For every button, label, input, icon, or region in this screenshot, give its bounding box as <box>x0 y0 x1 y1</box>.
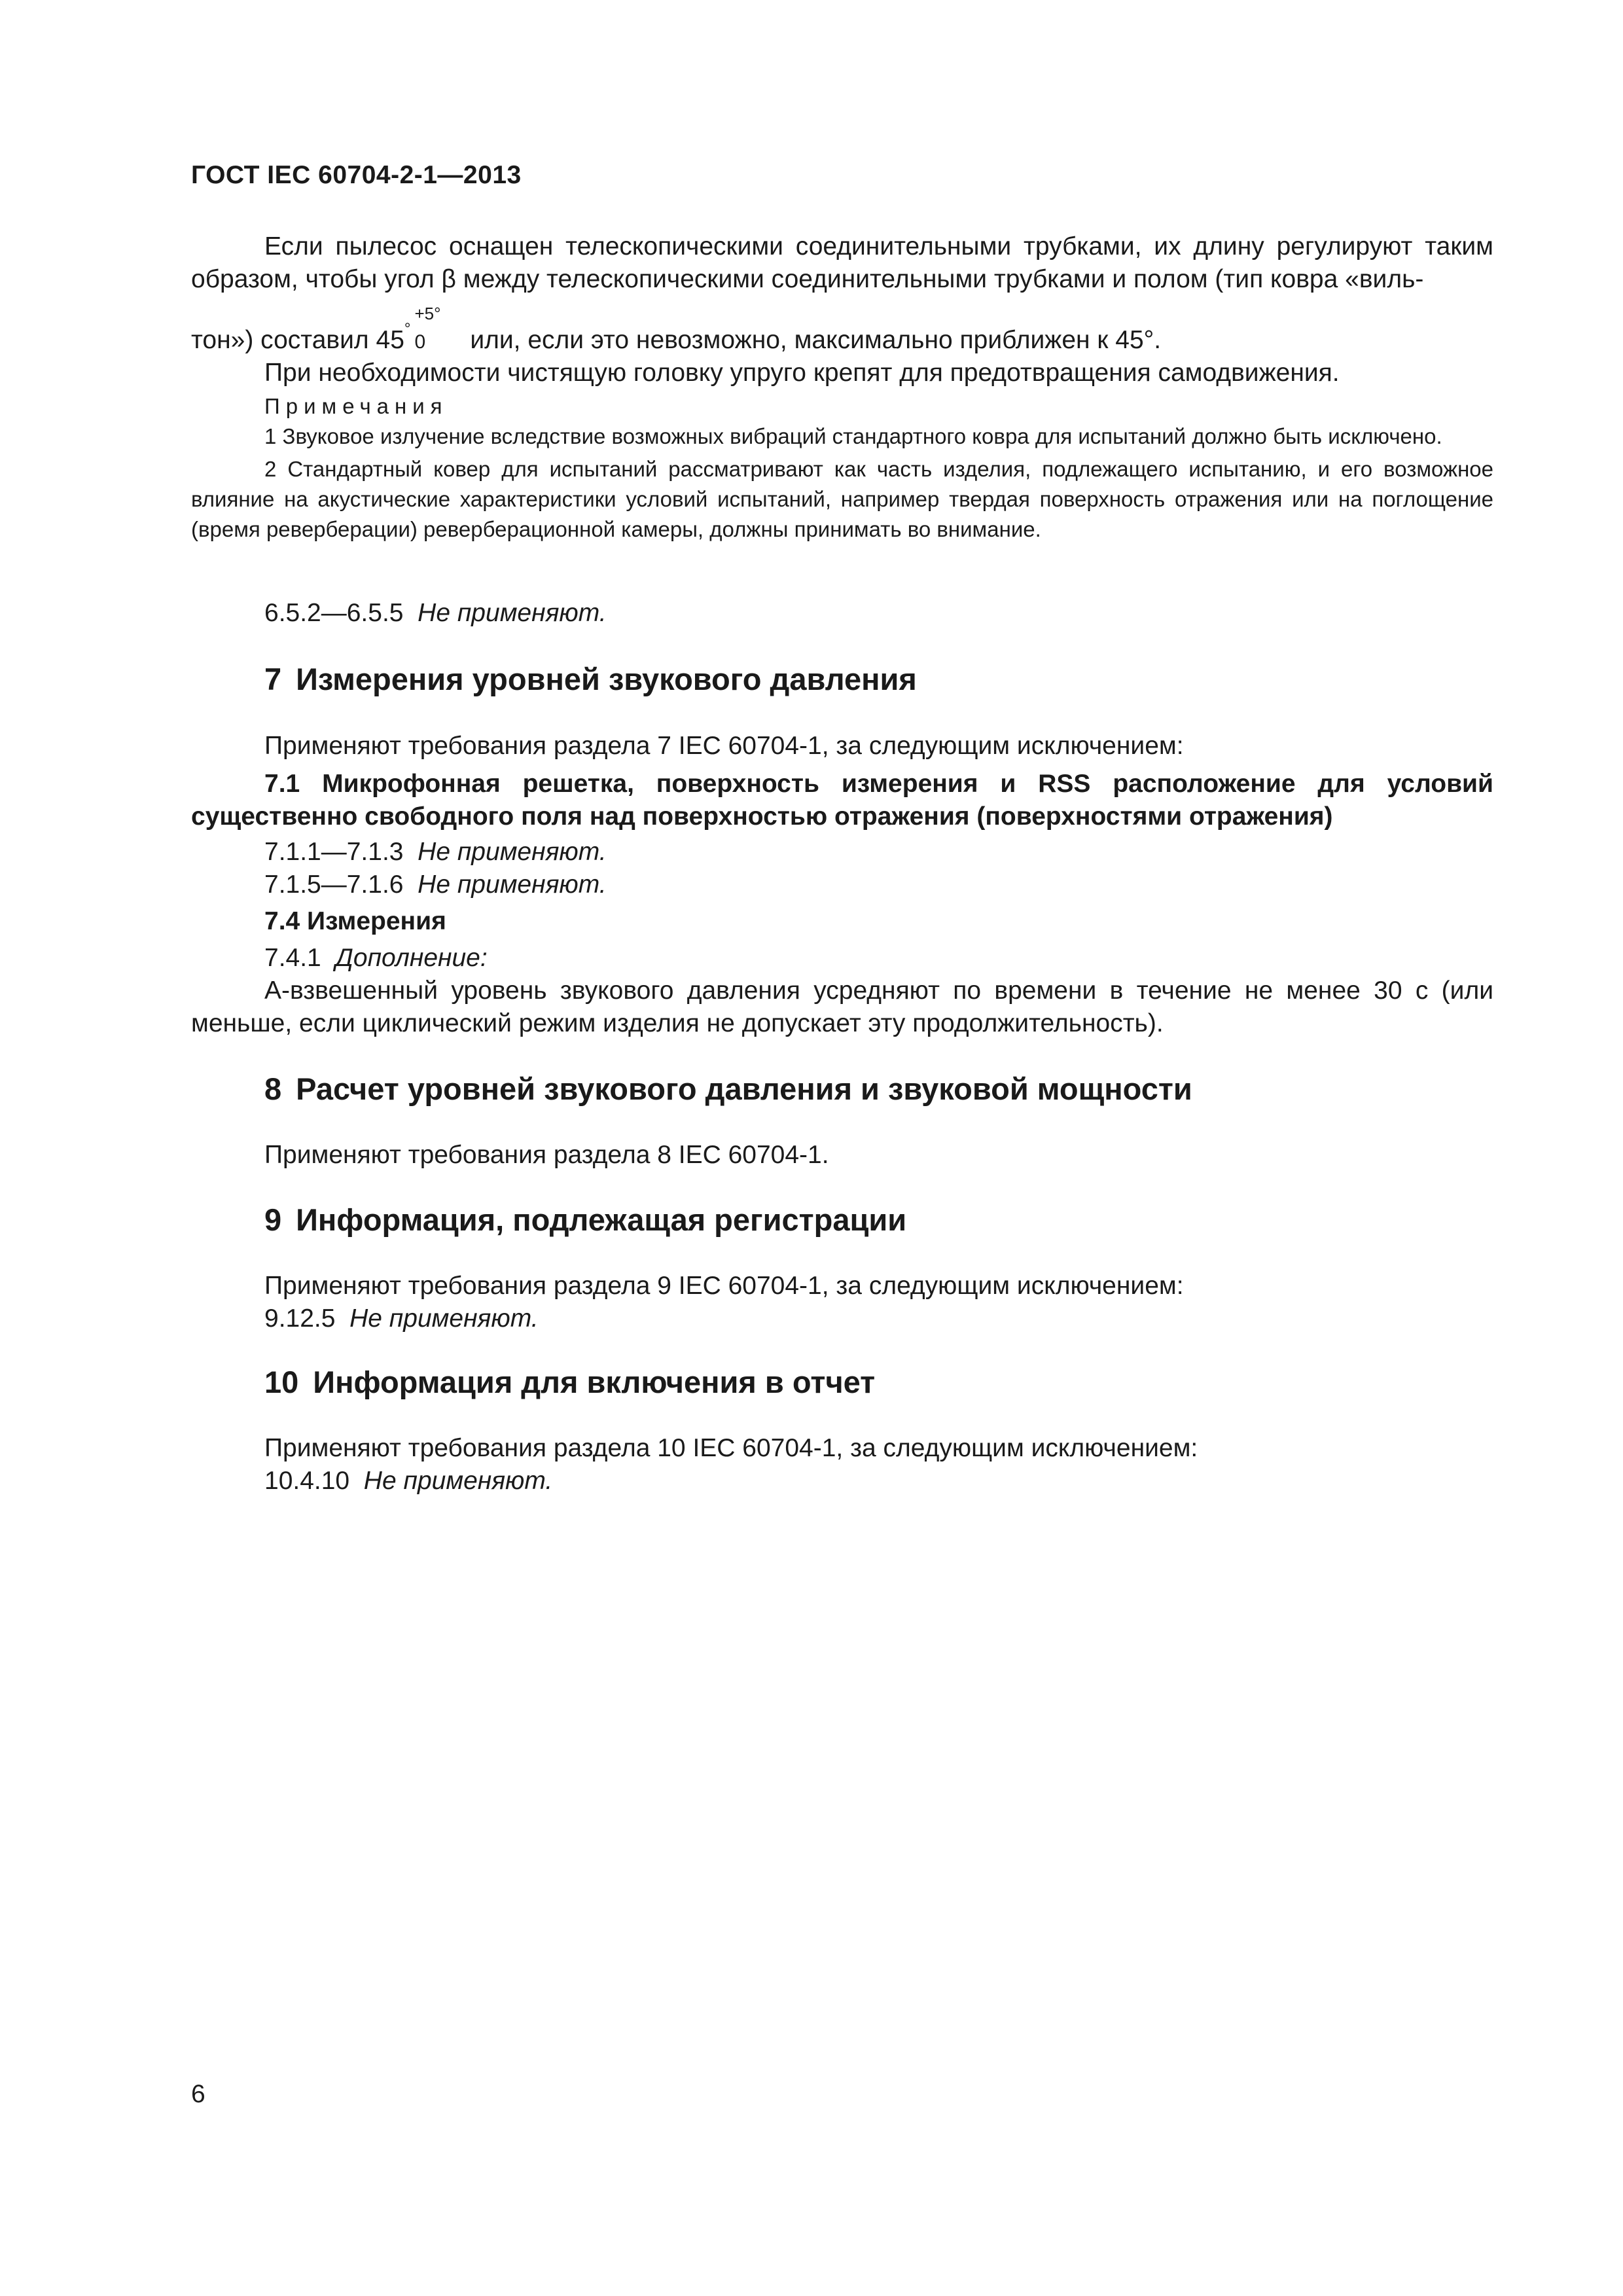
clause-741-number: 7.4.1 <box>264 944 321 972</box>
section-8-intro: Применяют требования раздела 8 IEC 60704-1. <box>264 1141 829 1169</box>
clause-652 <box>191 597 1493 630</box>
section-8-heading <box>264 1071 1192 1107</box>
intro-paragraph-1b: тон») составил 45 <box>191 326 404 354</box>
clause-9125-text: Не применяют. <box>349 1304 539 1333</box>
section-8-number: 8 <box>264 1071 282 1106</box>
note-2: 2 Стандартный ковер для испытаний рассматривают как часть изделия, подлежащего испытанию, и его возможное влияние на акустические характеристики условий испытаний, например твердая поверхность отражения или на поглощение (время реверберации) реверберационной камеры, должны принимать во внимание. <box>191 457 1493 541</box>
intro-paragraph-2: При необходимости чистящую головку упруго крепят для предотвращения самодвижения. <box>264 359 1340 387</box>
section-9-heading <box>264 1202 906 1238</box>
note-1: 1 Звуковое излучение вследствие возможных вибраций стандартного ковра для испытаний должно быть исключено. <box>264 424 1442 448</box>
section-10-title: Информация для включения в отчет <box>313 1365 876 1399</box>
section-9-body <box>191 1270 1493 1335</box>
notes-heading: Примечания <box>264 394 448 418</box>
clause-652-text: Не применяют. <box>418 599 607 627</box>
section-9-title: Информация, подлежащая регистрации <box>296 1202 907 1237</box>
section-9-number: 9 <box>264 1202 282 1237</box>
clause-741-body: А-взвешенный уровень звукового давления усредняют по времени в течение не менее 30 с (или меньше, если циклический режим изделия не допускает эту продолжительность). <box>191 977 1493 1037</box>
section-7-body <box>191 730 1493 1040</box>
degree-mark: ° <box>404 320 411 338</box>
section-8-body <box>191 1139 1493 1172</box>
angle-tolerance-upper: +5° <box>414 304 441 323</box>
intro-angle-line <box>191 304 1493 389</box>
intro-paragraph-1c: или, если это невозможно, максимально приближен к 45°. <box>470 326 1162 354</box>
clause-711-text: Не применяют. <box>418 838 607 866</box>
subsection-74-heading: 7.4 Измерения <box>264 907 446 935</box>
intro-paragraph-1a: Если пылесос оснащен телескопическими соединительными трубками, их длину регулируют таким образом, чтобы угол β между телескопическими соединительными трубками и полом (тип ковра «виль- <box>191 232 1493 293</box>
clause-711-number: 7.1.1—7.1.3 <box>264 838 404 866</box>
clause-715-text: Не применяют. <box>418 870 607 899</box>
clause-10410-text: Не применяют. <box>363 1467 553 1495</box>
subsection-71-heading: 7.1 Микрофонная решетка, поверхность измерения и RSS расположение для условий существенно свободного поля над поверхностью отражения (поверхностями отражения) <box>191 770 1493 831</box>
section-7-title: Измерения уровней звукового давления <box>296 662 917 696</box>
section-10-body <box>191 1432 1493 1498</box>
clause-652-number: 6.5.2—6.5.5 <box>264 599 404 627</box>
section-8-title: Расчет уровней звукового давления и звуковой мощности <box>296 1071 1192 1106</box>
angle-tolerance-lower: 0 <box>414 331 426 353</box>
intro-block <box>191 230 1493 296</box>
clause-715-number: 7.1.5—7.1.6 <box>264 870 404 899</box>
section-9-intro: Применяют требования раздела 9 IEC 60704-1, за следующим исключением: <box>264 1272 1184 1300</box>
clause-9125-number: 9.12.5 <box>264 1304 336 1333</box>
section-7-intro: Применяют требования раздела 7 IEC 60704-1, за следующим исключением: <box>264 732 1184 760</box>
page-number: 6 <box>191 2080 205 2108</box>
section-7-number: 7 <box>264 662 282 696</box>
document-header-id: ГОСТ IEC 60704-2-1—2013 <box>191 161 522 189</box>
section-10-heading <box>264 1364 875 1400</box>
clause-741-text: Дополнение: <box>335 944 488 972</box>
section-7-heading <box>264 661 917 697</box>
notes-block <box>191 391 1493 545</box>
clause-10410-number: 10.4.10 <box>264 1467 350 1495</box>
section-10-number: 10 <box>264 1365 299 1399</box>
section-10-intro: Применяют требования раздела 10 IEC 60704-1, за следующим исключением: <box>264 1434 1198 1462</box>
angle-tolerance <box>411 304 463 353</box>
